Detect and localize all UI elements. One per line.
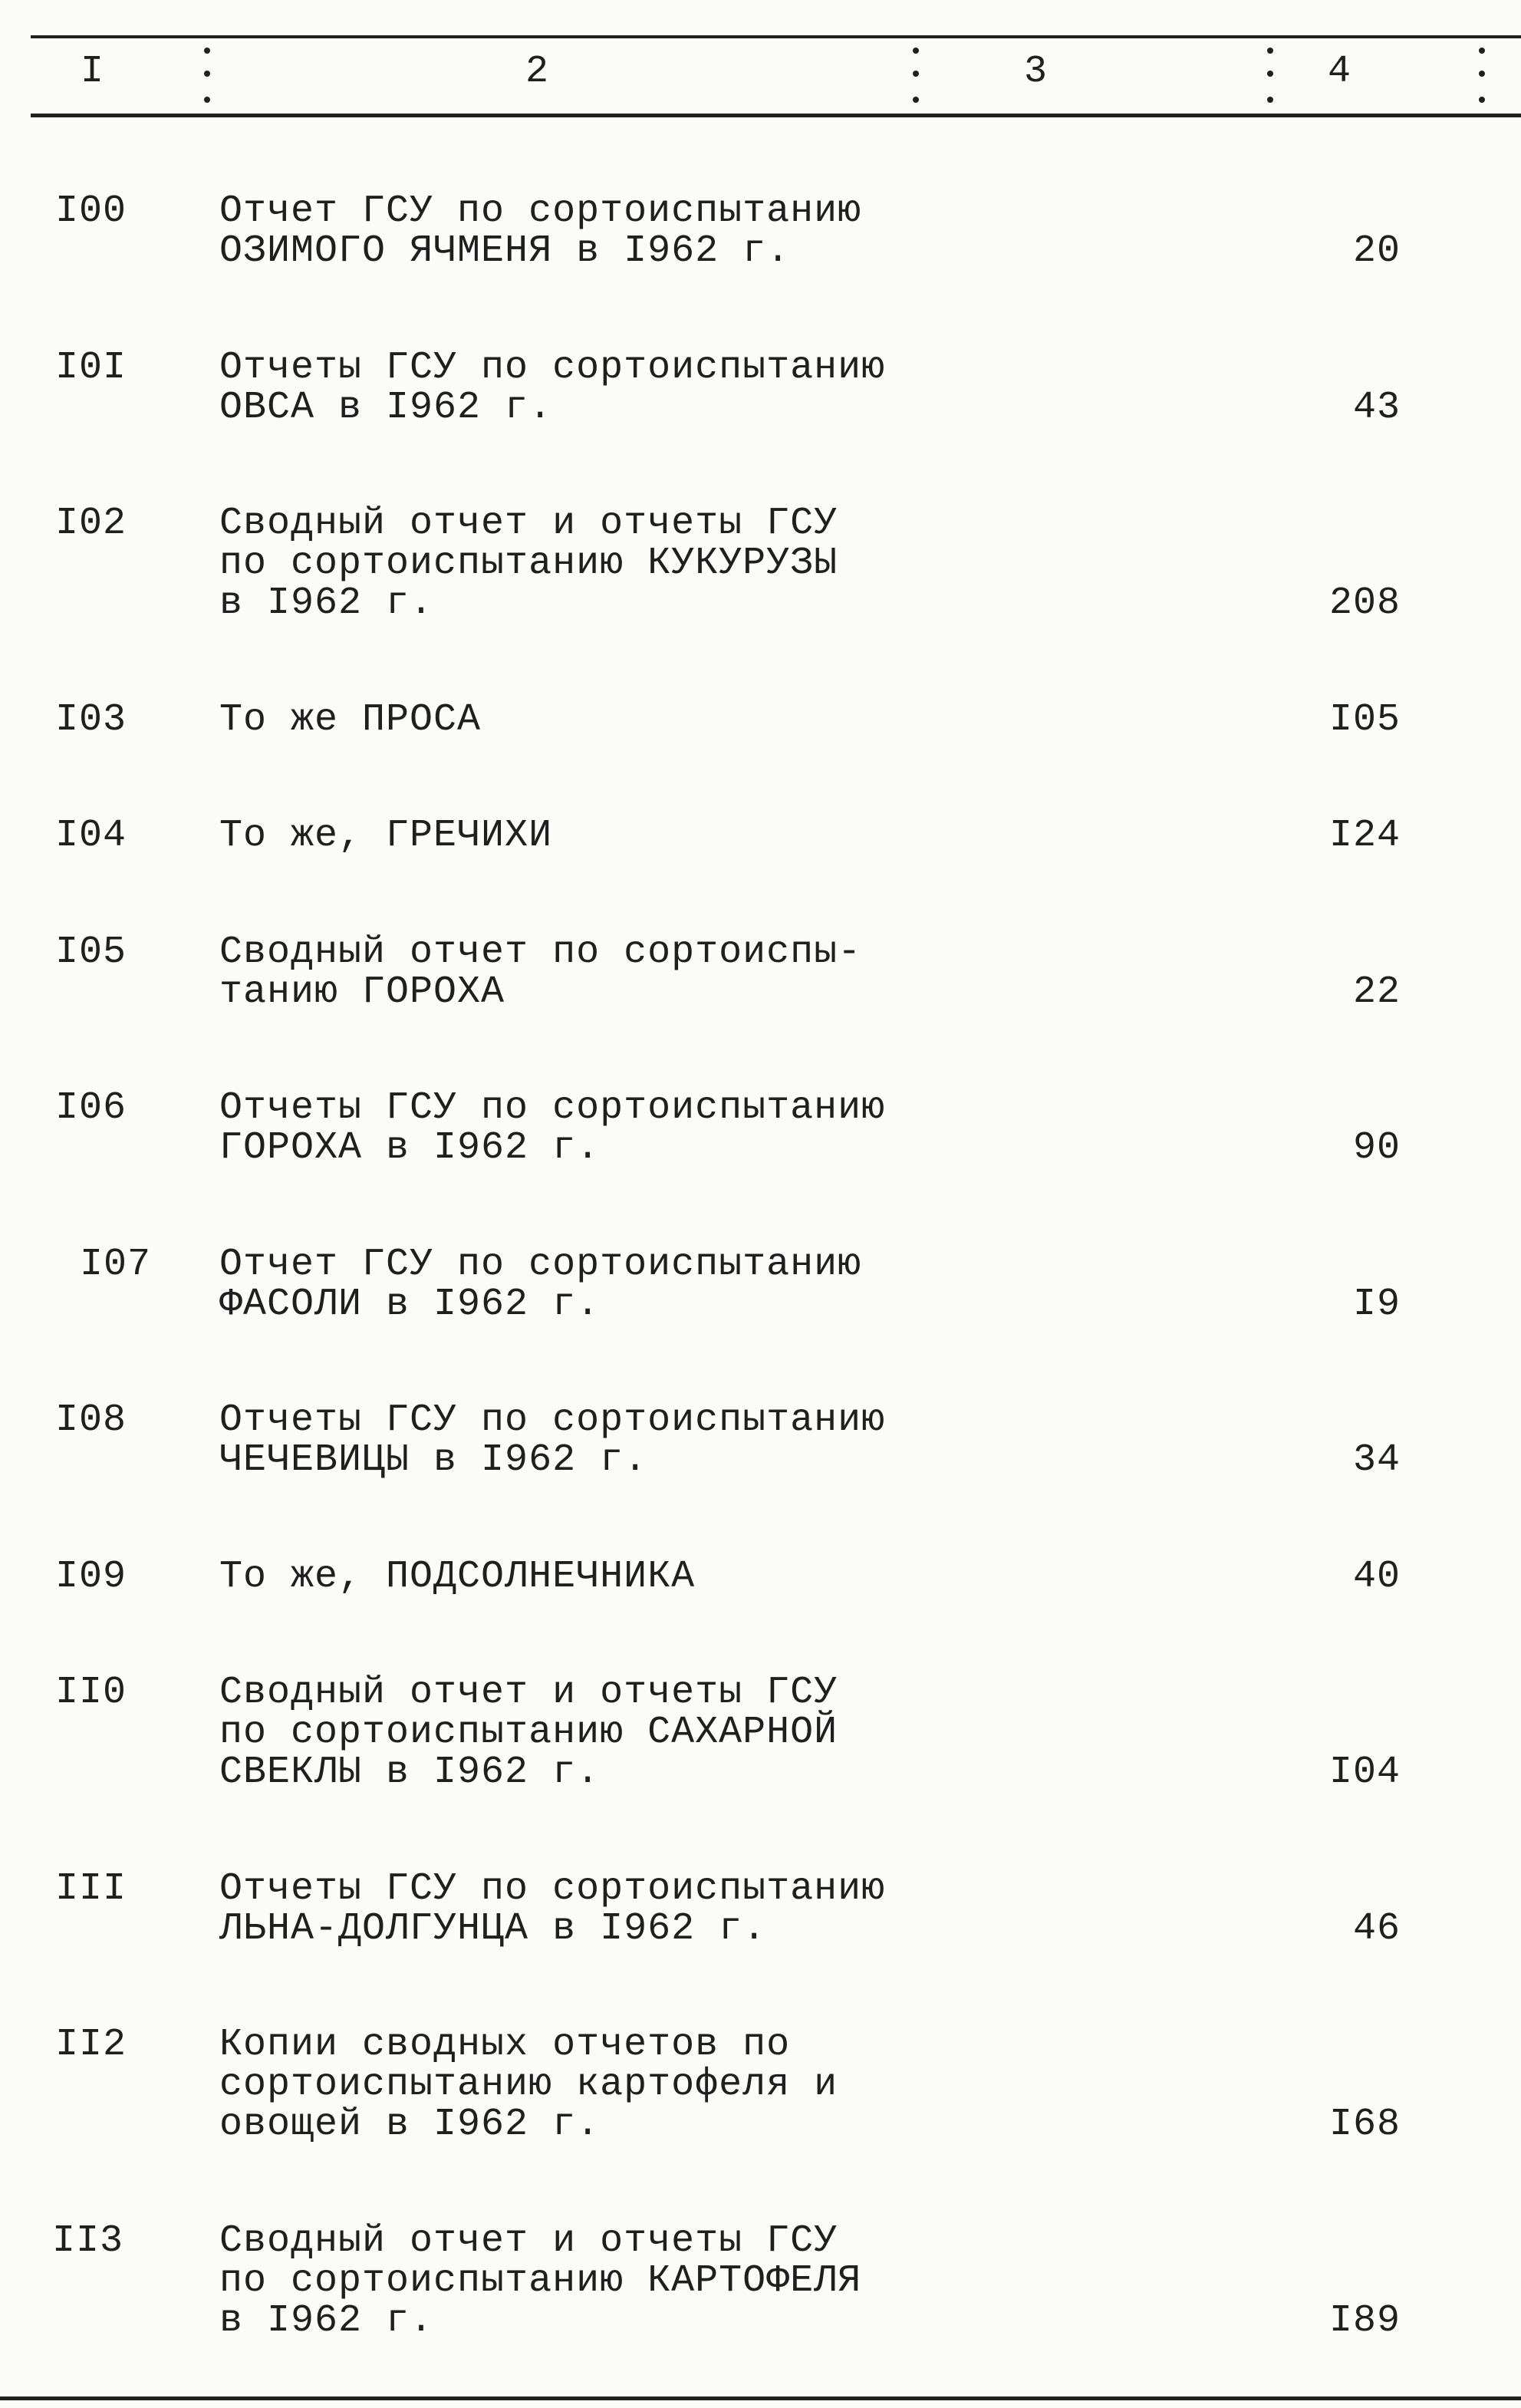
entry-number: I03 [55, 697, 127, 742]
entry-title-line: ЛЬНА-ДОЛГУНЦА в I962 г. [219, 1906, 767, 1951]
entry-title [219, 1866, 1140, 1951]
entry-number: II2 [55, 2023, 127, 2067]
table-row [0, 816, 1521, 856]
entry-number: I07 [80, 1242, 152, 1286]
entry-title-line: по сортоиспытанию САХАРНОЙ [219, 1711, 838, 1754]
entry-title [219, 345, 1140, 430]
entry-sheet-count: I05 [1328, 697, 1401, 742]
entry-title-line: танию ГОРОХА [219, 970, 505, 1014]
table-row [0, 504, 1521, 624]
header-col-1: I [80, 50, 104, 94]
entry-sheet-count: 34 [1352, 1438, 1401, 1482]
entry-title [219, 2219, 1140, 2343]
table-row [0, 345, 1521, 430]
entry-title-line: по сортоиспытанию КУКУРУЗЫ [219, 542, 838, 585]
entry-title-line: Отчеты ГСУ по сортоиспытанию [219, 1866, 886, 1911]
page-bottom-rule [0, 2396, 1521, 2400]
entry-title-line: Отчеты ГСУ по сортоиспытанию [219, 1398, 886, 1442]
entry-title-line: Отчеты ГСУ по сортоиспытанию [219, 345, 886, 390]
entry-number: II3 [52, 2219, 124, 2263]
entry-sheet-count: 22 [1352, 970, 1401, 1014]
entry-title-line: ЧЕЧЕВИЦЫ в I962 г. [219, 1438, 648, 1482]
entry-sheet-count: I89 [1328, 2298, 1401, 2343]
table-row [0, 697, 1521, 742]
entry-sheet-count: I9 [1352, 1282, 1401, 1326]
entry-title [219, 189, 1140, 273]
header-col-2: 2 [525, 50, 549, 94]
table-row [0, 1242, 1521, 1326]
table-row [0, 1554, 1521, 1599]
table-row [0, 1398, 1521, 1482]
entry-title [219, 816, 1140, 856]
column-separator [912, 44, 920, 109]
entry-sheet-count: I68 [1328, 2103, 1401, 2146]
entry-number: I04 [55, 814, 127, 858]
entry-title-line: То же ПРОСА [219, 697, 482, 742]
entry-title-line: в I962 г. [219, 581, 434, 625]
entry-title [219, 1554, 1140, 1599]
entry-title-line: Копии сводных отчетов по [219, 2023, 791, 2067]
entry-number: I08 [55, 1398, 127, 1442]
entry-title [219, 1398, 1140, 1482]
entry-title-line: в I962 г. [219, 2298, 434, 2343]
entry-title [219, 1086, 1140, 1170]
entry-number: I0I [55, 345, 127, 390]
column-separator [203, 44, 211, 109]
entry-sheet-count: I04 [1328, 1751, 1401, 1794]
inventory-table [0, 189, 1521, 2343]
entry-title [219, 697, 1140, 742]
entry-title-line: Отчеты ГСУ по сортоиспытанию [219, 1086, 886, 1130]
entry-title-line: ГОРОХА в I962 г. [219, 1126, 601, 1170]
entry-title-line: ОЗИМОГО ЯЧМЕНЯ в I962 г. [219, 229, 791, 273]
column-separator [1478, 44, 1486, 109]
table-row [0, 189, 1521, 273]
entry-title-line: ОВСА в I962 г. [219, 385, 553, 430]
entry-title-line: овощей в I962 г. [219, 2103, 601, 2146]
entry-number: I09 [55, 1554, 127, 1599]
entry-title-line: Отчет ГСУ по сортоиспытанию [219, 189, 862, 233]
entry-number: I00 [55, 189, 127, 233]
entry-sheet-count: 20 [1352, 229, 1401, 273]
entry-title [219, 2025, 1140, 2145]
entry-number: I02 [55, 502, 127, 545]
header-col-4: 4 [1327, 50, 1351, 94]
entry-title [219, 1242, 1140, 1326]
entry-title-line: То же, ГРЕЧИХИ [219, 814, 553, 858]
table-row [0, 1673, 1521, 1793]
entry-title-line: СВЕКЛЫ в I962 г. [219, 1751, 601, 1794]
entry-title-line: Сводный отчет по сортоиспы- [219, 930, 862, 974]
entry-title-line: Отчет ГСУ по сортоиспытанию [219, 1242, 862, 1286]
table-row [0, 1086, 1521, 1170]
entry-number: I05 [55, 930, 127, 974]
entry-number: III [55, 1866, 127, 1911]
entry-sheet-count: 40 [1352, 1554, 1401, 1599]
entry-title-line: Сводный отчет и отчеты ГСУ [219, 2219, 838, 2263]
entry-sheet-count: 90 [1352, 1126, 1401, 1170]
header-col-3: 3 [1023, 50, 1048, 94]
column-separator [1266, 44, 1274, 109]
table-row [0, 2025, 1521, 2145]
entry-title [219, 930, 1140, 1014]
entry-title-line: ФАСОЛИ в I962 г. [219, 1282, 601, 1326]
entry-title-line: То же, ПОДСОЛНЕЧНИКА [219, 1554, 696, 1599]
entry-sheet-count: 43 [1352, 385, 1401, 430]
entry-title-line: по сортоиспытанию КАРТОФЕЛЯ [219, 2258, 862, 2303]
entry-sheet-count: 46 [1352, 1906, 1401, 1951]
table-row [0, 930, 1521, 1014]
entry-title-line: Сводный отчет и отчеты ГСУ [219, 1671, 838, 1715]
table-row [0, 2219, 1521, 2343]
entry-number: I06 [55, 1086, 127, 1130]
entry-title-line: сортоиспытанию картофеля и [219, 2063, 838, 2107]
entry-title-line: Сводный отчет и отчеты ГСУ [219, 502, 838, 545]
entry-title [219, 1673, 1140, 1793]
header-bottom-rule [31, 114, 1521, 117]
entry-number: II0 [55, 1671, 127, 1715]
entry-sheet-count: 208 [1328, 581, 1401, 625]
entry-sheet-count: I24 [1328, 814, 1401, 858]
entry-title [219, 504, 1140, 624]
table-row [0, 1866, 1521, 1951]
header-top-rule [31, 35, 1521, 38]
